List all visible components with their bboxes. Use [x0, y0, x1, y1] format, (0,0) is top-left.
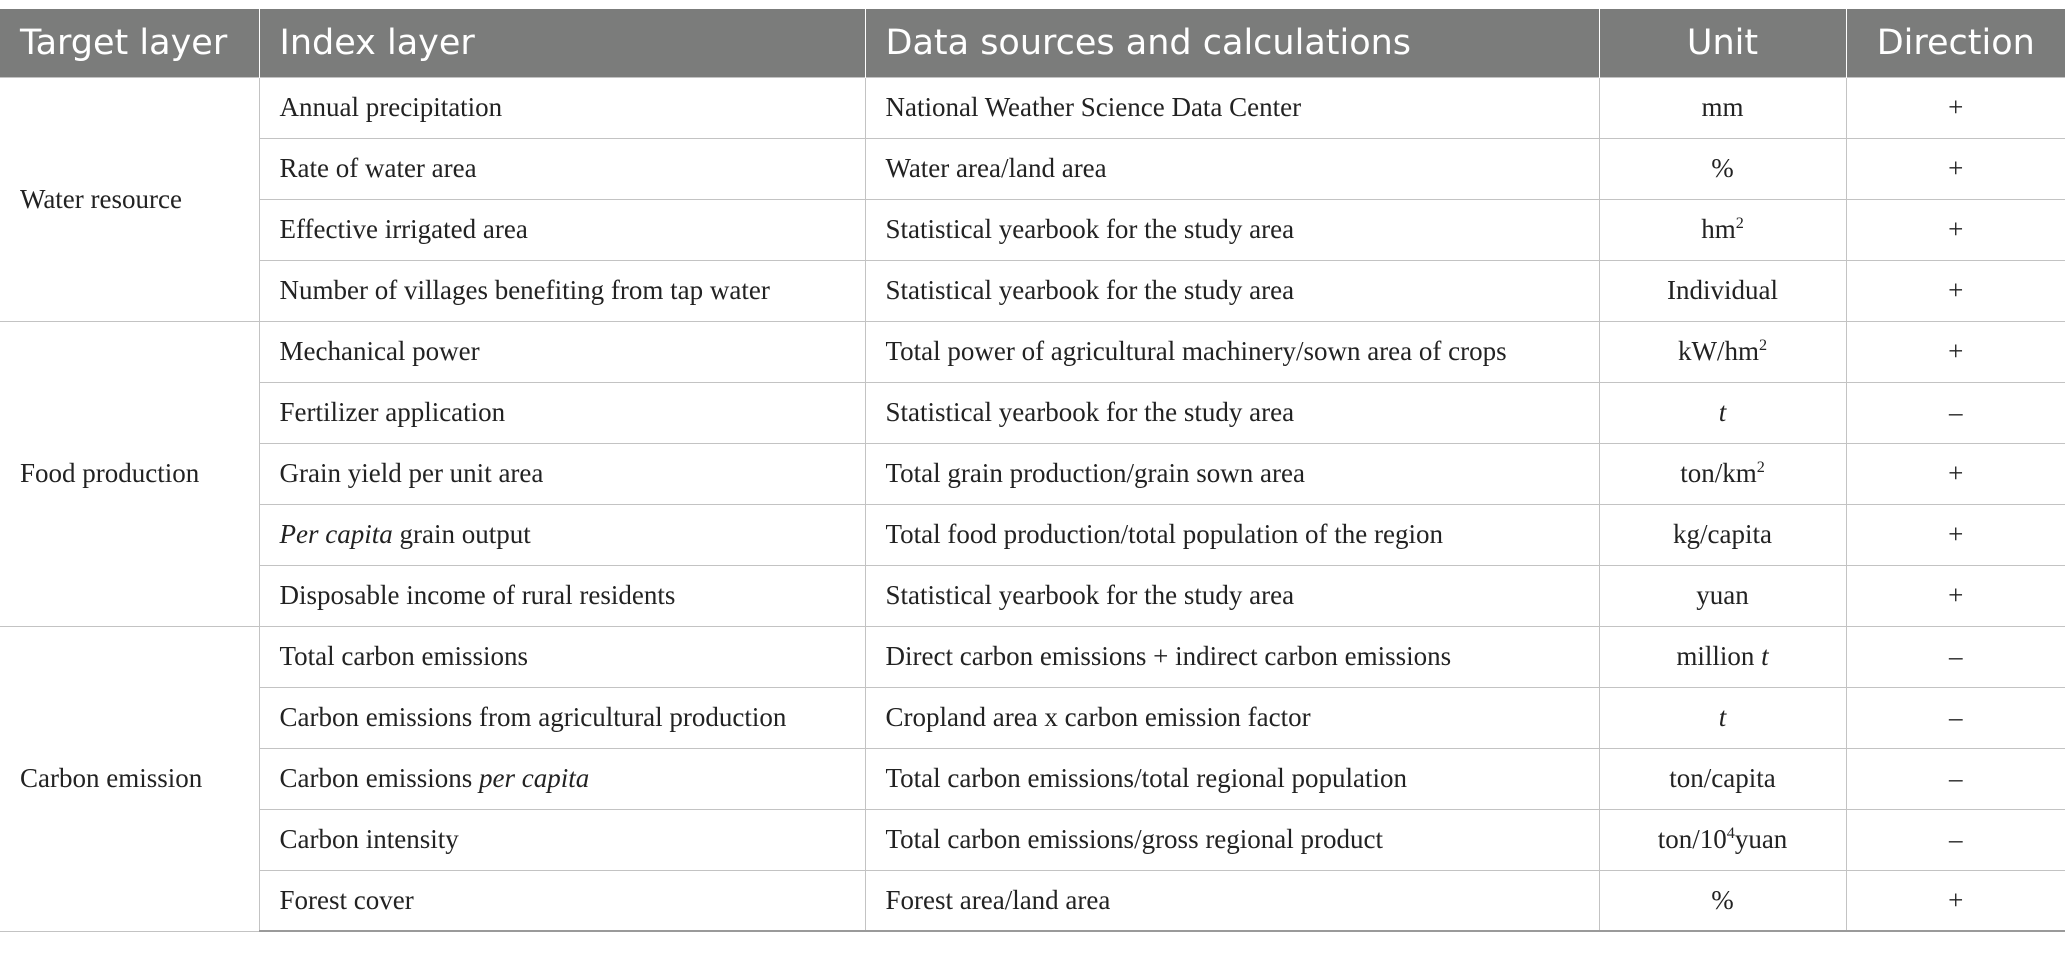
index-italic: per capita [479, 763, 590, 793]
source-cell: Total power of agricultural machinery/sown area of crops [865, 321, 1599, 382]
unit-cell [1599, 382, 1846, 443]
source-cell: Statistical yearbook for the study area [865, 199, 1599, 260]
unit-italic: t [1718, 397, 1727, 427]
direction-cell: + [1846, 443, 2065, 504]
table-row [0, 199, 2065, 260]
source-cell: Total carbon emissions/gross regional product [865, 809, 1599, 870]
header-row [0, 9, 2065, 77]
direction-cell: – [1846, 687, 2065, 748]
index-cell [259, 504, 865, 565]
index-cell: Disposable income of rural residents [259, 565, 865, 626]
source-cell: National Weather Science Data Center [865, 77, 1599, 138]
index-cell: Carbon intensity [259, 809, 865, 870]
index-cell: Rate of water area [259, 138, 865, 199]
table-row [0, 687, 2065, 748]
index-cell: Grain yield per unit area [259, 443, 865, 504]
unit-after: yuan [1734, 824, 1788, 854]
index-cell: Number of villages benefiting from tap water [259, 260, 865, 321]
source-cell: Statistical yearbook for the study area [865, 565, 1599, 626]
index-cell [259, 748, 865, 809]
index-cell: Total carbon emissions [259, 626, 865, 687]
source-cell: Total grain production/grain sown area [865, 443, 1599, 504]
unit-cell: % [1599, 138, 1846, 199]
index-italic: Per capita [279, 519, 393, 549]
unit-prefix: million [1676, 641, 1762, 671]
table-row [0, 382, 2065, 443]
direction-cell: – [1846, 809, 2065, 870]
unit-base: ton/km [1680, 458, 1757, 488]
table-body [0, 77, 2065, 931]
unit-base: ton/10 [1657, 824, 1727, 854]
table-row [0, 77, 2065, 138]
unit-superscript: 2 [1756, 458, 1765, 476]
unit-base: kW/hm [1677, 336, 1759, 366]
direction-cell: + [1846, 77, 2065, 138]
unit-base: hm [1701, 214, 1736, 244]
index-cell: Annual precipitation [259, 77, 865, 138]
direction-cell: – [1846, 382, 2065, 443]
index-cell: Forest cover [259, 870, 865, 931]
unit-cell: ton/capita [1599, 748, 1846, 809]
unit-italic: t [1718, 702, 1727, 732]
source-cell: Forest area/land area [865, 870, 1599, 931]
unit-superscript: 2 [1758, 336, 1768, 354]
unit-cell [1599, 321, 1846, 382]
unit-cell: Individual [1599, 260, 1846, 321]
unit-superscript: 4 [1726, 824, 1735, 842]
source-cell: Total food production/total population of the region [865, 504, 1599, 565]
table-row [0, 321, 2065, 382]
table-row [0, 565, 2065, 626]
unit-cell [1599, 626, 1846, 687]
target-layer-cell: Carbon emission [0, 626, 259, 931]
unit-cell: kg/capita [1599, 504, 1846, 565]
direction-cell: + [1846, 565, 2065, 626]
target-layer-cell: Water resource [0, 77, 259, 321]
source-cell: Statistical yearbook for the study area [865, 382, 1599, 443]
direction-cell: – [1846, 748, 2065, 809]
table-row [0, 138, 2065, 199]
header-index-layer: Index layer [259, 9, 865, 77]
direction-cell: + [1846, 870, 2065, 931]
header-data-sources: Data sources and calculations [865, 9, 1599, 77]
table-row [0, 809, 2065, 870]
direction-cell: + [1846, 504, 2065, 565]
table-row [0, 748, 2065, 809]
unit-cell: yuan [1599, 565, 1846, 626]
source-cell: Total carbon emissions/total regional population [865, 748, 1599, 809]
direction-cell: – [1846, 626, 2065, 687]
direction-cell: + [1846, 199, 2065, 260]
unit-cell [1599, 687, 1846, 748]
table-row [0, 870, 2065, 931]
header-unit: Unit [1599, 9, 1846, 77]
index-cell: Fertilizer application [259, 382, 865, 443]
index-cell: Carbon emissions from agricultural production [259, 687, 865, 748]
source-cell: Statistical yearbook for the study area [865, 260, 1599, 321]
direction-cell: + [1846, 138, 2065, 199]
table-header [0, 9, 2065, 77]
unit-cell [1599, 443, 1846, 504]
table-row [0, 443, 2065, 504]
direction-cell: + [1846, 321, 2065, 382]
source-cell: Direct carbon emissions + indirect carbon emissions [865, 626, 1599, 687]
unit-superscript: 2 [1735, 214, 1744, 232]
table-row [0, 504, 2065, 565]
unit-italic: t [1761, 641, 1769, 671]
unit-cell: % [1599, 870, 1846, 931]
unit-cell [1599, 809, 1846, 870]
header-target-layer: Target layer [0, 9, 259, 77]
target-layer-cell: Food production [0, 321, 259, 626]
table-row [0, 626, 2065, 687]
table-row [0, 260, 2065, 321]
source-cell: Water area/land area [865, 138, 1599, 199]
header-direction: Direction [1846, 9, 2065, 77]
index-cell: Effective irrigated area [259, 199, 865, 260]
source-cell: Cropland area x carbon emission factor [865, 687, 1599, 748]
unit-cell [1599, 199, 1846, 260]
unit-cell: mm [1599, 77, 1846, 138]
index-rest: grain output [392, 519, 531, 549]
direction-cell: + [1846, 260, 2065, 321]
index-lead: Carbon emissions [279, 763, 479, 793]
index-cell: Mechanical power [259, 321, 865, 382]
indicator-table [0, 9, 2065, 932]
